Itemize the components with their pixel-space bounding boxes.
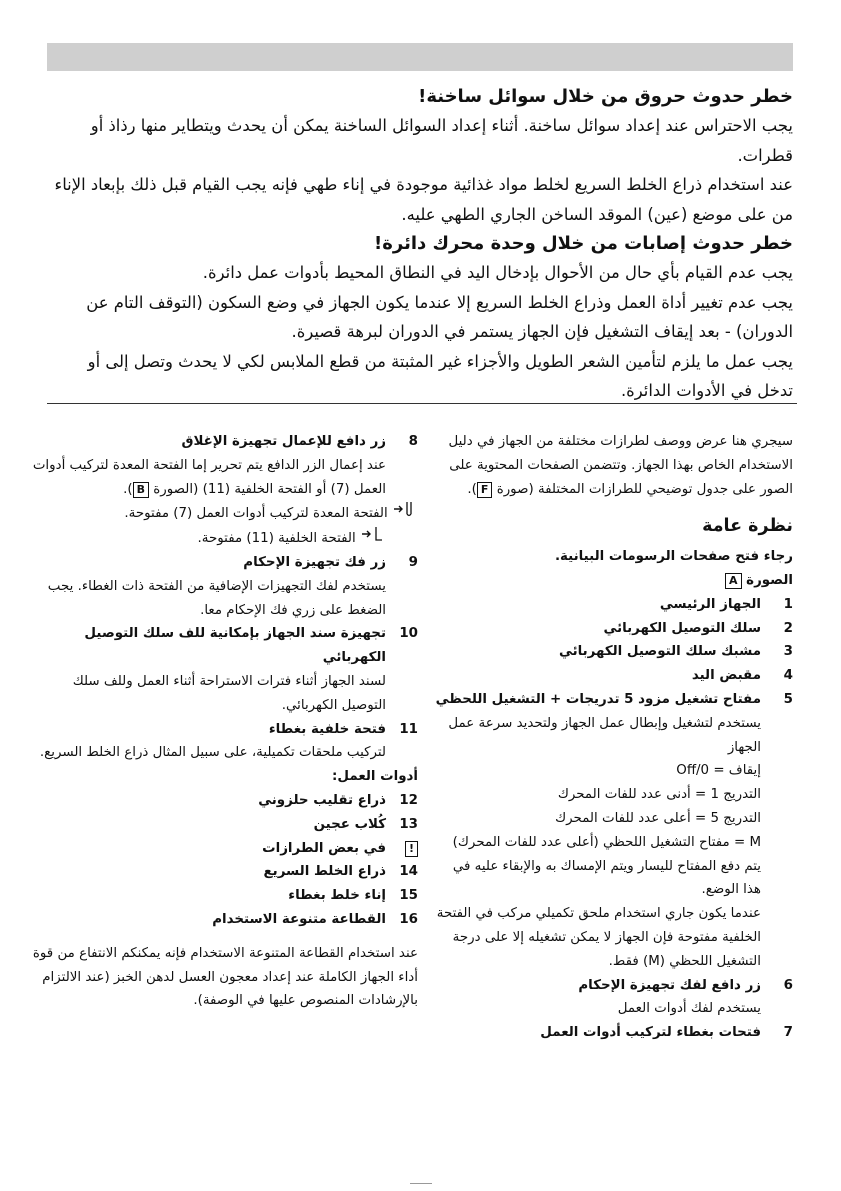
page-edge-mark (410, 1183, 432, 1188)
item-label: الجهاز الرئيسي (659, 596, 761, 612)
item-label: كُلاب عجين (313, 816, 386, 832)
arrow-right-icon (360, 526, 386, 551)
intro-text (433, 430, 793, 501)
item-number: 11 (399, 721, 418, 737)
item-8-tool-open-line (26, 501, 418, 526)
intro-figure-prefix: (صورة (496, 481, 534, 497)
figure-a-label: الصورة (746, 572, 793, 588)
item-number: 10 (399, 626, 418, 642)
list-item (26, 551, 418, 575)
item-number: 4 (783, 668, 793, 684)
item-number: 13 (399, 816, 418, 832)
item-8-figure-suffix: ). (123, 481, 133, 497)
list-item (26, 622, 418, 670)
item-number: 7 (783, 1025, 793, 1041)
item-number: 16 (399, 911, 418, 927)
item-number: 9 (408, 554, 418, 570)
warning-burn-text-1: يجب الاحتراس عند إعداد سوائل ساخنة. أثناء إعداد السوائل الساخنة يمكن أن يحدث ويتطاير منها رذاذ أو قطرات. (90, 116, 793, 165)
item-8-line-1: الفتحة المعدة لتركيب أدوات العمل (7) مفتوحة. (124, 506, 388, 522)
item-number: 3 (783, 644, 793, 660)
item-label: سلك التوصيل الكهربائي (603, 620, 761, 636)
item-label: مفتاح تشغيل مزود 5 تدريجات + التشغيل اللحظي (435, 691, 761, 707)
item-number: 14 (399, 864, 418, 880)
list-item (26, 860, 418, 884)
list-item (26, 908, 418, 932)
item-label: القطاعة متنوعة الاستخدام (212, 911, 386, 927)
warning-burn-title: خطر حدوث حروق من خلال سوائل ساخنة! (418, 86, 793, 107)
item-label: فتحات بغطاء لتركيب أدوات العمل (540, 1025, 761, 1041)
item-5-desc-line: التدريج 1 = أدنى عدد للفات المحرك (557, 787, 761, 803)
warnings-section (47, 82, 793, 405)
warning-injury-title: خطر حدوث إصابات من خلال وحدة محرك دائرة! (374, 233, 793, 255)
list-item (433, 974, 793, 998)
right-column (433, 430, 793, 1045)
item-label: مقبض اليد (691, 668, 761, 684)
warning-injury-text-1: يجب عدم القيام بأي حال من الأحوال بإدخال اليد في النطاق المحيط بأدوات عمل دائرة. (202, 263, 793, 283)
spacer (26, 932, 418, 942)
section-divider (47, 403, 797, 404)
item-label: ذراع تقليب حلزوني (258, 792, 386, 808)
item-16-description: عند استخدام القطاعة المتنوعة الاستخدام فإنه يمكنكم الانتفاع من قوة أداء الجهاز الكاملة عند إعداد معجون العسل لدهن الخبز (عند الالتزام بالإرشادات المنصوص عليها في الوصفة). (32, 945, 418, 1009)
item-6-description: يستخدم لفك أدوات العمل (617, 1001, 761, 1017)
arrow-right-icon (392, 501, 418, 526)
tools-heading: أدوات العمل: (332, 769, 418, 785)
figure-key-box: A (725, 573, 742, 589)
item-number: 1 (783, 596, 793, 612)
item-11-description: لتركيب ملحقات تكميلية، على سبيل المثال ذراع الخلط السريع. (39, 745, 386, 761)
overview-heading: نظرة عامة (702, 516, 793, 537)
intro-figure-suffix: ). (467, 481, 477, 497)
figure-key-box: B (133, 482, 149, 498)
item-8-rear-open-line (26, 526, 418, 551)
item-label: تجهيزة سند الجهاز بإمكانية للف سلك التوصيل الكهربائي (84, 626, 386, 666)
warning-injury-text-2: يجب عدم تغيير أداة العمل وذراع الخلط السريع إلا عندما يكون الجهاز في وضع السكون (التوقف التام عن الدوران) - بعد إيقاف التشغيل فإن الجهاز يستمر في الدوران لبرهة قصيرة. (86, 292, 793, 342)
list-item (433, 593, 793, 617)
list-item (433, 617, 793, 641)
item-5-desc-line: يستخدم لتشغيل وإبطال عمل الجهاز ولتحديد سرعة عمل الجهاز (448, 715, 761, 755)
item-5-desc-line: إيقاف = Off/0 (676, 763, 761, 779)
warning-injury-text-3: يجب عمل ما يلزم لتأمين الشعر الطويل والأجزاء غير المثبتة من قطع الملابس لكي لا يحدث وتصل إلى أو تدخل في الأدوات الدائرة. (87, 351, 793, 401)
item-label: مشبك سلك التوصيل الكهربائي (559, 644, 761, 660)
item-10-description: لسند الجهاز أثناء فترات الاستراحة أثناء العمل وللف سلك التوصيل الكهربائي. (72, 673, 386, 713)
figure-key-box: F (477, 482, 493, 498)
item-number (386, 837, 418, 861)
model-note-row (26, 837, 418, 861)
item-label: فتحة خلفية بغطاء (268, 721, 386, 737)
item-number: 12 (399, 792, 418, 808)
item-5-desc-line: M = مفتاح التشغيل اللحظي (أعلى عدد للفات المحرك) يتم دفع المفتاح لليسار ويتم الإمساك به والإبقاء عليه في هذا الوضع. (452, 834, 761, 898)
list-item (26, 813, 418, 837)
fold-out-instruction: رجاء فتح صفحات الرسومات البيانية. (554, 549, 793, 565)
item-label: زر فك تجهيزة الإحكام (243, 554, 386, 570)
item-5-desc-line: عندما يكون جاري استخدام ملحق تكميلي مركب في الفتحة الخلفية مفتوحة فإن الجهاز لا يمكن تشغيله إلا على درجة التشغيل اللحظي (M) فقط. (436, 906, 761, 969)
item-label: زر دافع لفك تجهيزة الإحكام (578, 977, 761, 993)
item-label: ذراع الخلط السريع (263, 864, 386, 880)
list-item (433, 688, 793, 712)
item-number: 5 (783, 691, 793, 707)
intro-paragraph: سيجري هنا عرض ووصف لطرازات مختلفة من الجهاز في دليل الاستخدام الخاص بهذا الجهاز. وتتضمن الصفحات المحتوية على الصور على جدول توضيحي للطرازات المختلفة (448, 434, 793, 497)
intro-figure-ref (467, 482, 533, 497)
exclamation-icon: ! (405, 841, 418, 857)
item-label: إناء خلط بغطاء (288, 888, 386, 904)
figure-a-ref (433, 569, 793, 593)
warning-burn-text-2: عند استخدام ذراع الخلط السريع لخلط مواد غذائية موجودة في إناء طهي فإنه يجب القيام قبل ذلك بإبعاد الإناء من على موضع (عين) الموقد الساخن الجاري الطهي عليه. (54, 175, 793, 224)
list-item (433, 1021, 793, 1045)
list-item (26, 884, 418, 908)
item-8-desc-text: عند إعمال الزر الدافع يتم تحرير إما الفتحة المعدة لتركيب أدوات العمل (7) أو الفتحة الخلفية (11) (32, 457, 386, 497)
item-5-description (433, 712, 793, 974)
item-label: زر دافع للإعمال تجهيزة الإغلاق (181, 434, 386, 449)
item-number: 8 (408, 434, 418, 449)
left-column (26, 430, 418, 1013)
overview-items (433, 593, 793, 1045)
item-5-desc-line: التدريج 5 = أعلى عدد للفات المحرك (555, 810, 761, 826)
model-note-label: في بعض الطرازات (262, 840, 386, 856)
list-item (433, 664, 793, 688)
header-band (47, 43, 793, 71)
list-item (26, 789, 418, 813)
item-number: 2 (783, 620, 793, 636)
item-8-line-2: الفتحة الخلفية (11) مفتوحة. (197, 531, 356, 547)
list-item (26, 718, 418, 742)
item-number: 6 (783, 977, 793, 993)
list-item (26, 430, 418, 454)
item-8-description (26, 454, 418, 502)
list-item (433, 640, 793, 664)
item-8-figure-prefix: (الصورة (153, 481, 199, 497)
item-9-description: يستخدم لفك التجهيزات الإضافية من الفتحة ذات الغطاء. يجب الضغط على زري فك الإحكام معا. (47, 578, 386, 618)
item-number: 15 (399, 888, 418, 904)
